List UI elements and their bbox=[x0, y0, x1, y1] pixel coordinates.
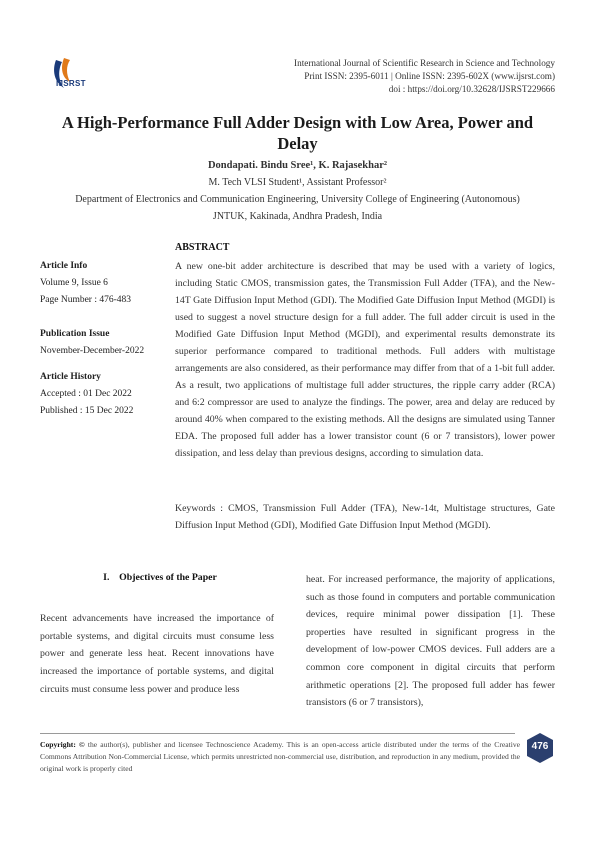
affiliation-location: JNTUK, Kakinada, Andhra Pradesh, India bbox=[212, 211, 383, 222]
logo-text: IJSRST bbox=[56, 79, 86, 88]
copyright-text: the author(s), publisher and licensee Technoscience Academy. This is an open-access article distributed under the terms of the Creative Commons Attribution Non-Commercial License, which permits unrestricted non-commercial use, distribution, and reproduction in any medium, provided the original work is properly cited bbox=[40, 740, 521, 774]
body-column-left: Recent advancements have increased the importance of portable systems, and digital circuits must consume less power and generate less heat. Recent innovations have increased the importance of portable systems, and digital circuits must consume less power and produce less bbox=[40, 613, 274, 695]
volume-issue: Volume 9, Issue 6 bbox=[40, 278, 108, 288]
accepted-date: Accepted : 01 Dec 2022 bbox=[40, 389, 132, 399]
issn-line: Print ISSN: 2395-6011 | Online ISSN: 2395-602X (www.ijsrst.com) bbox=[304, 71, 555, 81]
copyright-label: Copyright: © bbox=[40, 740, 85, 749]
copyright-footer bbox=[40, 739, 520, 776]
body-column-right: heat. For increased performance, the majority of applications, such as those found in computers and portable communication devices, require minimal power dissipation [1]. These properties have resulted in significant progress in the development of low-power CMOS devices. Full adders are a common core component in digital circuits that perform arithmetic operations [2]. The proposed full adder has fewer transistors (6 or 7 transistors), bbox=[306, 574, 555, 709]
published-date: Published : 15 Dec 2022 bbox=[40, 406, 134, 416]
journal-logo bbox=[50, 56, 90, 96]
section-heading: I. Objectives of the Paper bbox=[103, 572, 217, 583]
keywords: Keywords : CMOS, Transmission Full Adder (TFA), New-14t, Multistage structures, Gate Diffusion Input Method (GDI), Modified Gate Diffusion Input Method (MGDI). bbox=[175, 503, 555, 531]
paper-title: A High-Performance Full Adder Design with Low Area, Power and Delay bbox=[61, 113, 534, 153]
article-history-heading: Article History bbox=[40, 372, 101, 382]
affiliation-roles: M. Tech VLSI Student¹, Assistant Professor² bbox=[208, 177, 387, 188]
journal-name: International Journal of Scientific Research in Science and Technology bbox=[294, 58, 555, 68]
publication-issue: November-December-2022 bbox=[40, 346, 145, 356]
doi-link[interactable]: doi : https://doi.org/10.32628/IJSRST229666 bbox=[388, 84, 555, 94]
article-info-panel bbox=[40, 258, 160, 420]
abstract-text: A new one-bit adder architecture is described that may be used with a variety of logics, including Static CMOS, transmission gates, the Transmission Full Adder (TFA), and the New-14T Gate Diffusion Input Method (GDI). The Modified Gate Diffusion Input Method (MGDI) is used to suggest a novel structure design for a full adder. The full adder circuit is used in the Modified Gate Diffusion Input Method (MGDI), and experimental results demonstrate its superior performance compared to traditional methods. Full adders with multistage arrangements are also considered, as their performance may differ from that of a 1-bit full adder. As a result, two applications of multistage full adder structures, the ripple carry adder (RCA) and 6:2 compressor are used to analyze the findings. The power, area and delay are reduced by around 40% when compared to the existing methods. All the designs are simulated using Tanner EDA. The proposed full adder has a lower transistor count (6 or 7 transistors), lower power dissipation, and less delay than previous designs, according to simulation data. bbox=[175, 261, 555, 459]
author-list: Dondapati. Bindu Sree¹, K. Rajasekhar² bbox=[207, 160, 388, 171]
page-number: 476 bbox=[531, 741, 549, 752]
footer-divider bbox=[40, 733, 515, 734]
article-info-heading: Article Info bbox=[40, 261, 88, 271]
publication-issue-heading: Publication Issue bbox=[40, 329, 110, 339]
abstract-heading: ABSTRACT bbox=[175, 242, 230, 253]
affiliation-department: Department of Electronics and Communication Engineering, University College of Engineering (Autonomous) bbox=[75, 194, 520, 205]
page-range: Page Number : 476-483 bbox=[40, 295, 132, 305]
